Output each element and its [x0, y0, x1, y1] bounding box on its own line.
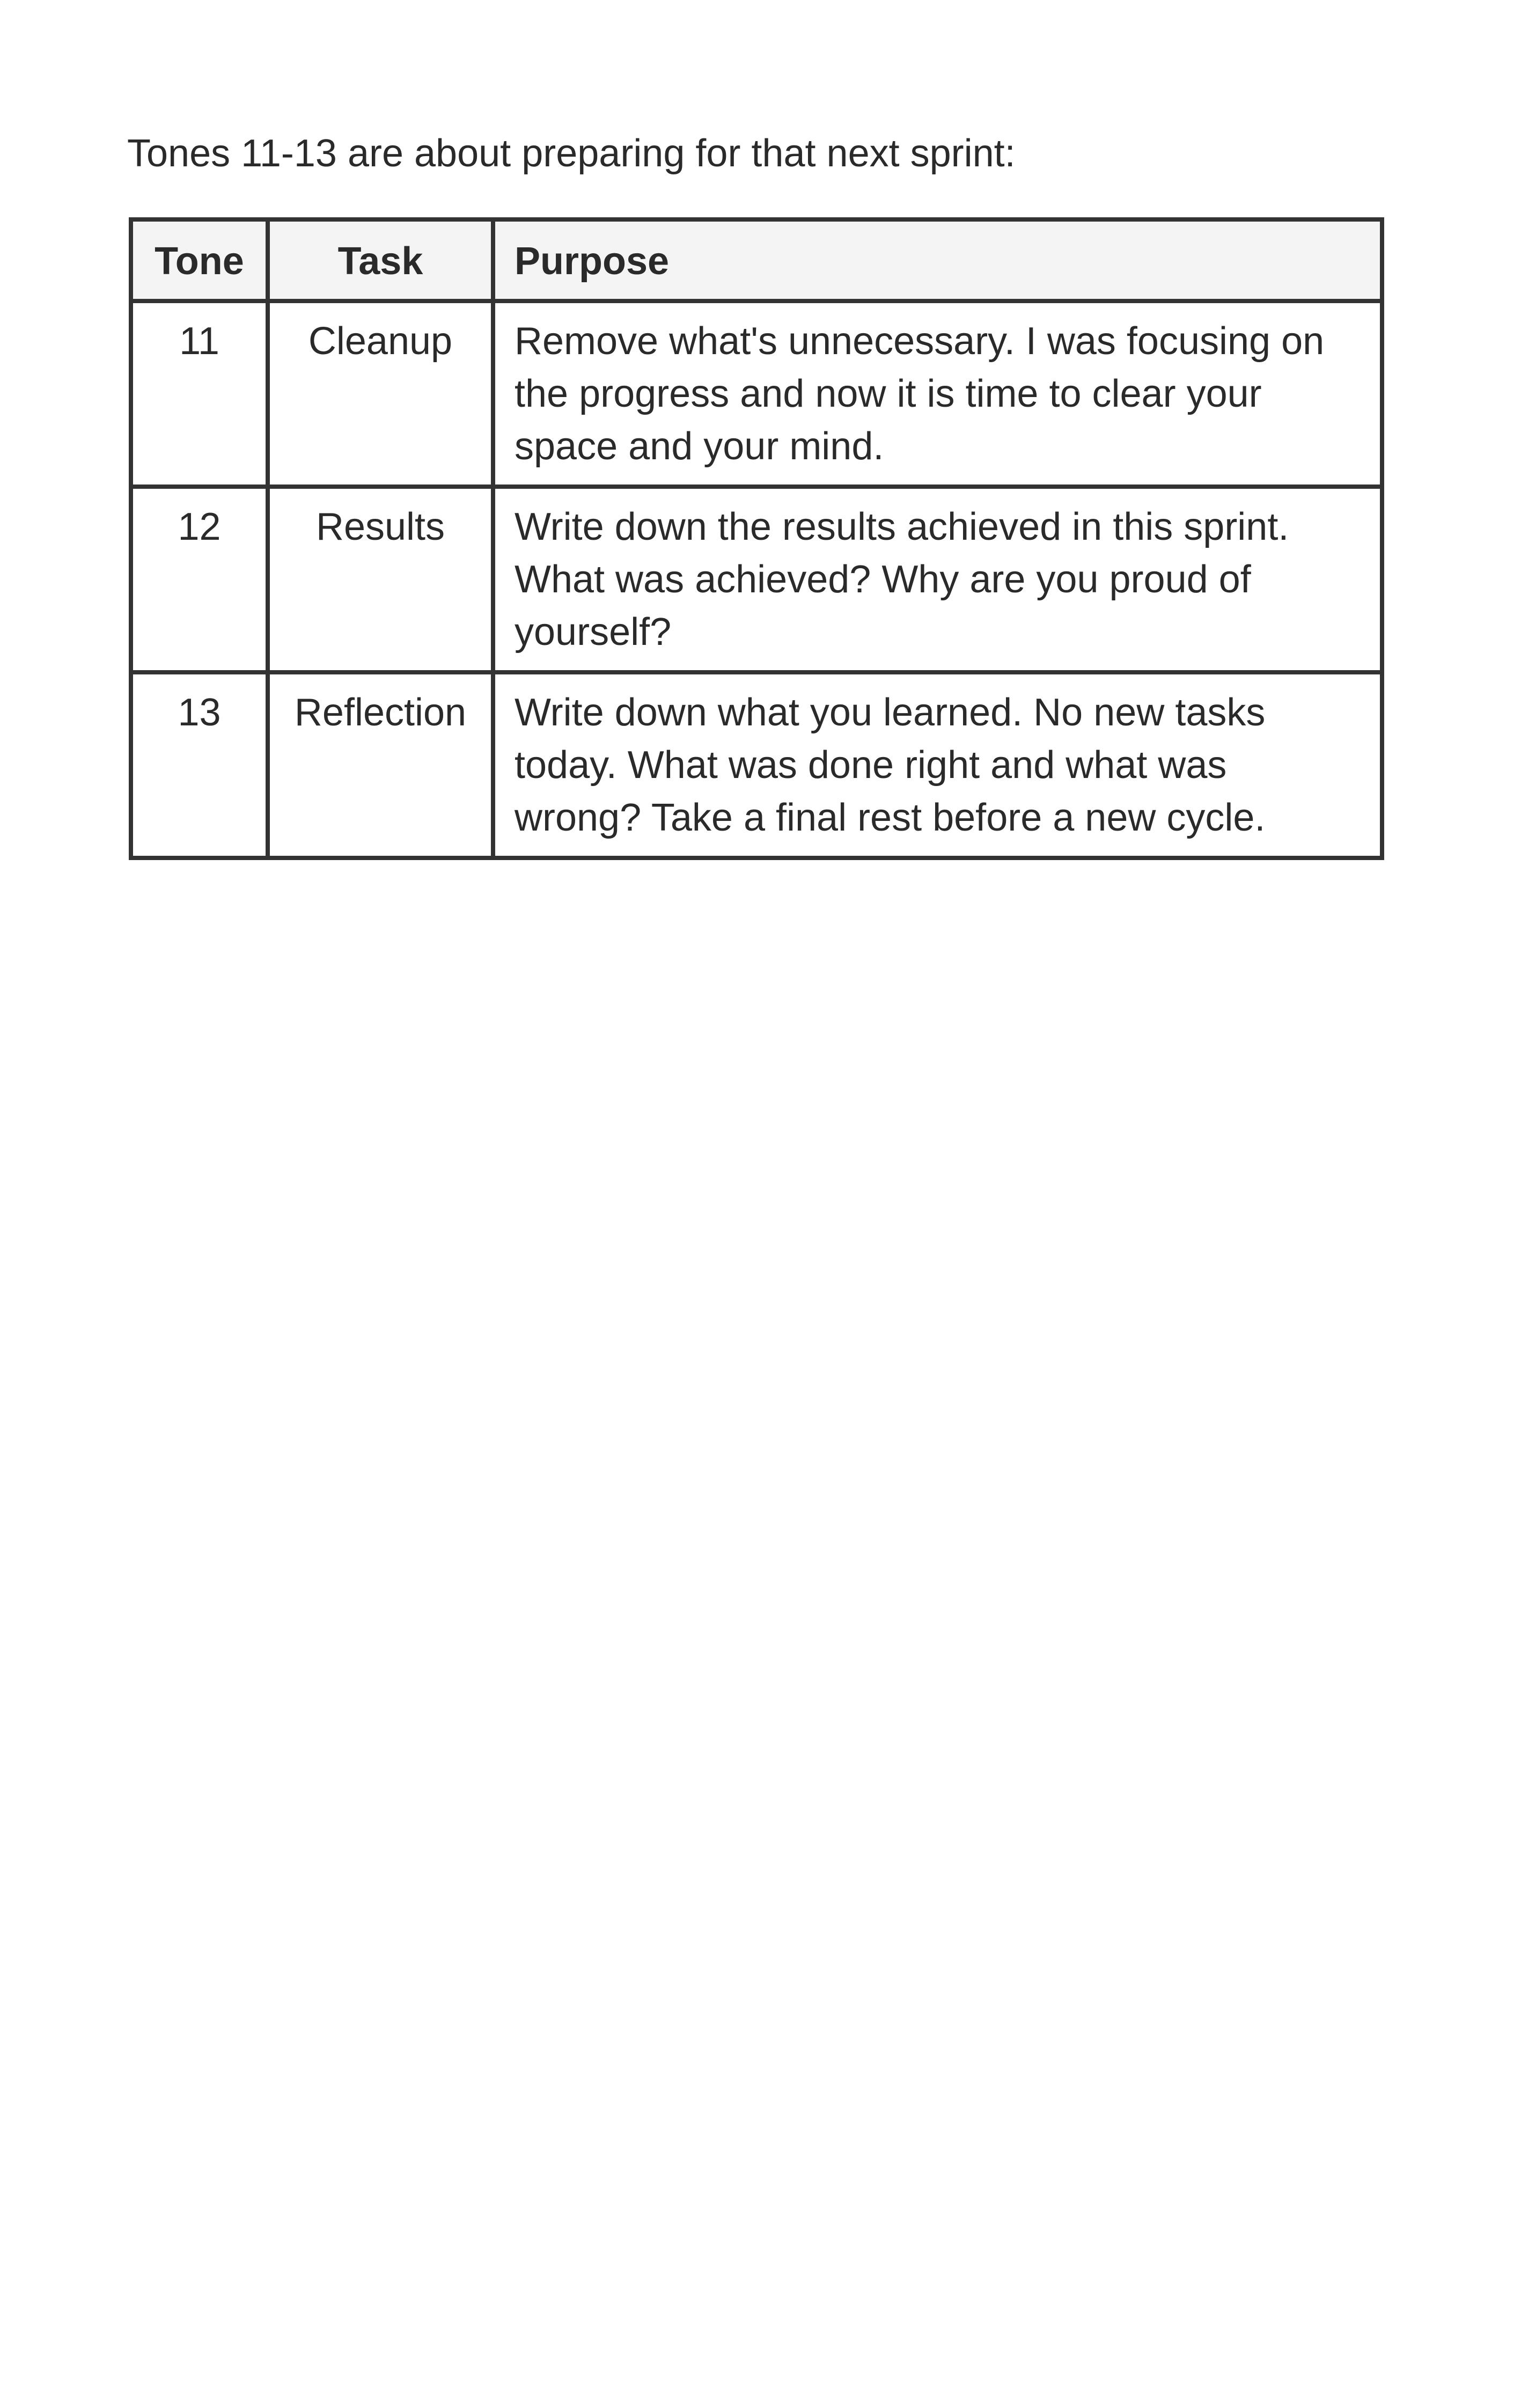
cell-tone: 12 [131, 487, 268, 672]
table-header-row [131, 219, 1382, 301]
cell-task: Results [268, 487, 493, 672]
header-tone: Tone [131, 219, 268, 301]
header-purpose: Purpose [493, 219, 1382, 301]
intro-text: Tones 11-13 are about preparing for that next sprint: [127, 132, 1016, 175]
cell-task: Reflection [268, 672, 493, 858]
table-row [131, 301, 1382, 487]
cell-task: Cleanup [268, 301, 493, 487]
cell-purpose: Write down the results achieved in this sprint. What was achieved? Why are you proud of yourself? [493, 487, 1382, 672]
table-row [131, 672, 1382, 858]
tones-table [129, 217, 1384, 860]
cell-tone: 11 [131, 301, 268, 487]
cell-tone: 13 [131, 672, 268, 858]
cell-purpose: Remove what's unnecessary. I was focusing on the progress and now it is time to clear your space and your mind. [493, 301, 1382, 487]
table-row [131, 487, 1382, 672]
cell-purpose: Write down what you learned. No new tasks today. What was done right and what was wrong? Take a final rest before a new cycle. [493, 672, 1382, 858]
header-task: Task [268, 219, 493, 301]
